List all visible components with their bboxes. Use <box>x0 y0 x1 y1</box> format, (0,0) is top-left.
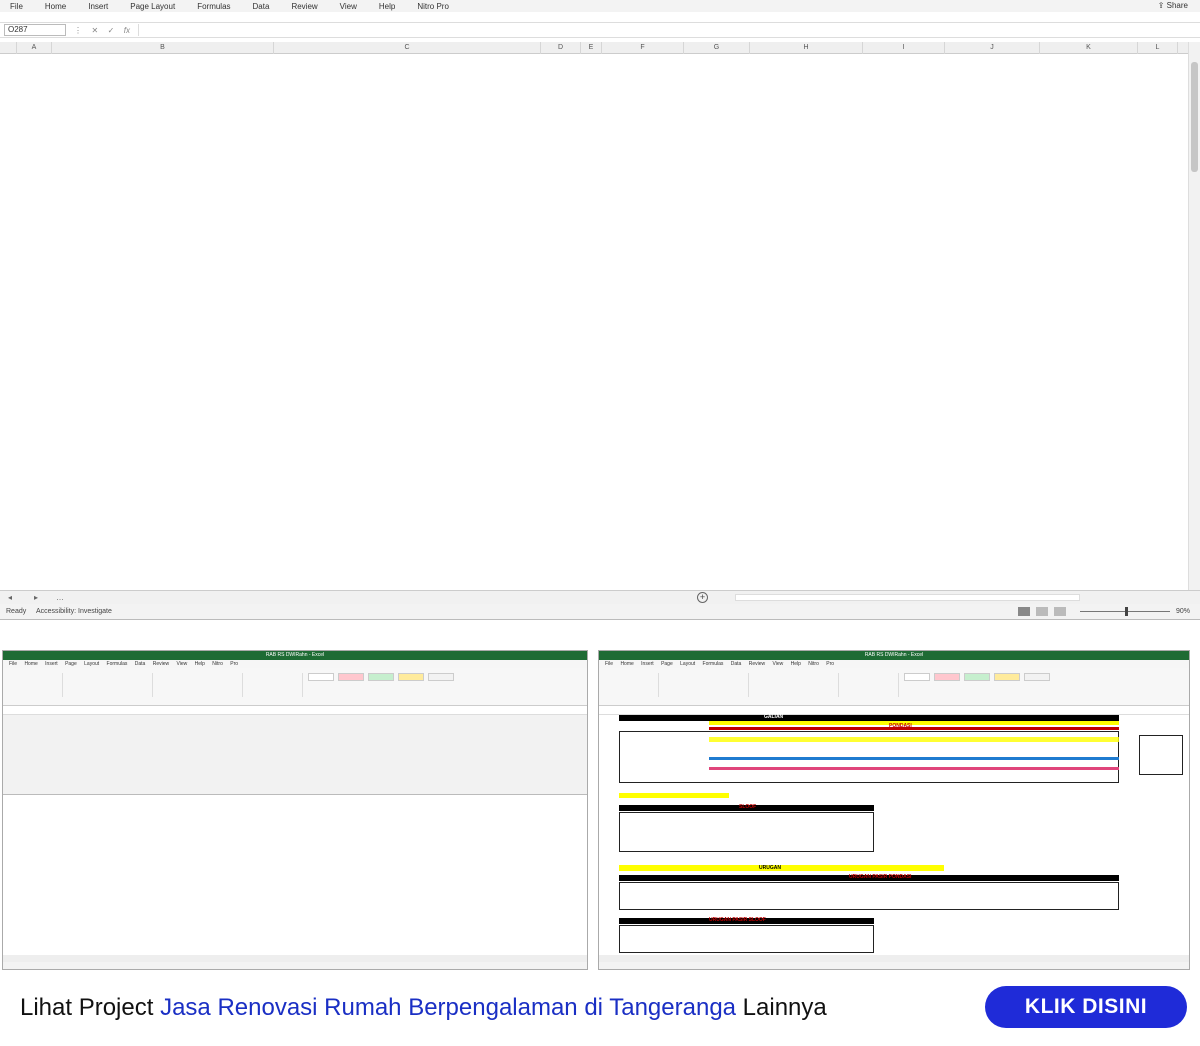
thumbnail-menu: File Home Insert Page Layout Formulas Data Review View Help Nitro Pro <box>3 660 587 668</box>
ribbon-number <box>839 673 899 697</box>
thumbnail-formula-bar <box>3 706 587 715</box>
thumbnail-formula-bar <box>599 706 1189 715</box>
thumbnail-right <box>598 650 1190 970</box>
formula-bar <box>0 22 1200 38</box>
add-sheet-icon[interactable]: + <box>697 592 708 603</box>
column-header-d[interactable]: D <box>541 42 581 54</box>
column-header-g[interactable]: G <box>684 42 750 54</box>
normal-view-icon[interactable] <box>1018 607 1030 616</box>
menu-data[interactable]: Data <box>252 1 270 11</box>
tab-more-icon[interactable]: … <box>56 593 64 602</box>
ribbon-font <box>659 673 749 697</box>
style-calculation <box>428 673 454 681</box>
zoom-slider[interactable] <box>1080 611 1170 612</box>
klik-disini-button[interactable]: KLIK DISINI <box>985 986 1187 1028</box>
label-urugan-pasir-pondasi: URUGAN PASIR PONDASI <box>849 874 912 880</box>
thumbnail-column-headers <box>3 715 587 795</box>
banner-text <box>20 994 827 1022</box>
confirm-icon[interactable]: ✓ <box>107 25 115 35</box>
scroll-thumb[interactable] <box>1191 62 1198 172</box>
cancel-icon[interactable]: ✕ <box>91 25 99 35</box>
share-button[interactable] <box>1158 1 1188 10</box>
thumbnail-title: RAB RS DWIRahn - Excel <box>599 651 1189 660</box>
ribbon-cells <box>1069 673 1190 697</box>
status-bar <box>0 604 1200 620</box>
menu-formulas[interactable]: Formulas <box>197 1 231 11</box>
pondasi-blue-row <box>709 757 1119 760</box>
column-header-h[interactable]: H <box>750 42 863 54</box>
sheet-tab-bar <box>0 590 1200 604</box>
spreadsheet-grid[interactable] <box>0 42 1188 590</box>
menu-insert[interactable]: Insert <box>88 1 109 11</box>
more-icon: ⋮ <box>74 25 82 35</box>
style-normal <box>904 673 930 681</box>
style-normal <box>308 673 334 681</box>
menu-file[interactable]: File <box>10 1 23 11</box>
summary-box <box>1139 735 1183 775</box>
thumbnail-tabs <box>599 955 1189 962</box>
tab-next-icon[interactable]: ▸ <box>34 593 39 602</box>
menu-nitro-pro[interactable]: Nitro Pro <box>417 1 449 11</box>
label-sloof: SLOOF <box>739 804 757 810</box>
column-header-l[interactable]: L <box>1138 42 1178 54</box>
accessibility-status[interactable]: Accessibility: Investigate <box>36 608 112 615</box>
label-urugan-pasir-sloof: URUGAN PASIR SLOOF <box>709 917 766 923</box>
promo-banner <box>0 978 1200 1038</box>
column-header-f[interactable]: F <box>602 42 684 54</box>
tab-prev-icon[interactable]: ◂ <box>8 593 13 602</box>
share-label: Share <box>1166 1 1188 10</box>
thumbnail-menu: File Home Insert Page Layout Formulas Data Review View Help Nitro Pro <box>599 660 1189 668</box>
function-icon[interactable]: fx <box>123 25 130 35</box>
name-box[interactable]: O287 <box>4 24 66 36</box>
column-header-j[interactable]: J <box>945 42 1040 54</box>
ribbon-clipboard <box>3 673 63 697</box>
sloof-table <box>619 812 874 852</box>
ribbon-number <box>243 673 303 697</box>
menu-bar <box>0 0 1200 12</box>
thumbnail-status <box>599 962 1189 970</box>
urugan-pondasi-table <box>619 882 1119 910</box>
column-header-i[interactable]: I <box>863 42 945 54</box>
vertical-scrollbar[interactable] <box>1188 42 1200 590</box>
column-header-e[interactable]: E <box>581 42 602 54</box>
menu-page-layout[interactable]: Page Layout <box>130 1 176 11</box>
banner-highlight-link[interactable]: Jasa Renovasi Rumah Berpengalaman di Tangeranga <box>160 994 737 1021</box>
style-neutral <box>398 673 424 681</box>
thumbnail-ribbon <box>3 668 587 706</box>
style-neutral <box>994 673 1020 681</box>
formula-buttons <box>74 26 130 35</box>
style-good <box>368 673 394 681</box>
pondasi-pink-row <box>709 767 1119 770</box>
thumbnail-left <box>2 650 588 970</box>
ribbon-clipboard <box>599 673 659 697</box>
style-good <box>964 673 990 681</box>
column-headers <box>0 42 1188 54</box>
thumbnail-title: RAB RS DWIRahn - Excel <box>3 651 587 660</box>
status-ready: Ready <box>6 608 27 615</box>
zoom-level[interactable]: 90% <box>1176 608 1191 615</box>
thumbnail-ribbon <box>599 668 1189 706</box>
galian-yellow-bar <box>709 721 1119 725</box>
column-header-b[interactable]: B <box>52 42 274 54</box>
column-header-c[interactable]: C <box>274 42 541 54</box>
style-bad <box>338 673 364 681</box>
urugan-bar <box>619 865 944 871</box>
thumbnail-data <box>3 795 587 955</box>
ribbon-font <box>63 673 153 697</box>
pondasi-yellow-row <box>709 737 1119 742</box>
menu-review[interactable]: Review <box>291 1 318 11</box>
select-all-corner[interactable] <box>0 42 17 54</box>
style-calculation <box>1024 673 1050 681</box>
label-galian: GALIAN <box>764 714 784 720</box>
menu-view[interactable]: View <box>339 1 357 11</box>
horizontal-scrollbar[interactable] <box>735 594 1080 601</box>
column-header-k[interactable]: K <box>1040 42 1138 54</box>
column-header-a[interactable]: A <box>17 42 52 54</box>
formula-input[interactable] <box>138 24 1200 36</box>
yellow-note-bar <box>619 793 729 798</box>
ribbon-alignment <box>749 673 839 697</box>
ribbon-alignment <box>153 673 243 697</box>
banner-prefix: Lihat Project <box>20 994 161 1021</box>
pondasi-red-bar <box>709 727 1119 730</box>
menu-home[interactable]: Home <box>44 1 67 11</box>
label-urugan: URUGAN <box>759 865 781 871</box>
page-break-view-icon[interactable] <box>1054 607 1066 616</box>
zoom-knob[interactable] <box>1125 607 1128 616</box>
urugan-sloof-table <box>619 925 874 953</box>
thumbnail-status <box>3 962 587 970</box>
page-layout-view-icon[interactable] <box>1036 607 1048 616</box>
label-pondasi: PONDASI <box>889 723 912 729</box>
thumbnail-tabs <box>3 955 587 962</box>
style-bad <box>934 673 960 681</box>
menu-help[interactable]: Help <box>378 1 396 11</box>
thumbnail-sheet <box>599 715 1190 955</box>
share-icon: ⇪ <box>1157 1 1167 10</box>
ribbon-cells <box>473 673 588 697</box>
banner-suffix: Lainnya <box>736 994 827 1021</box>
